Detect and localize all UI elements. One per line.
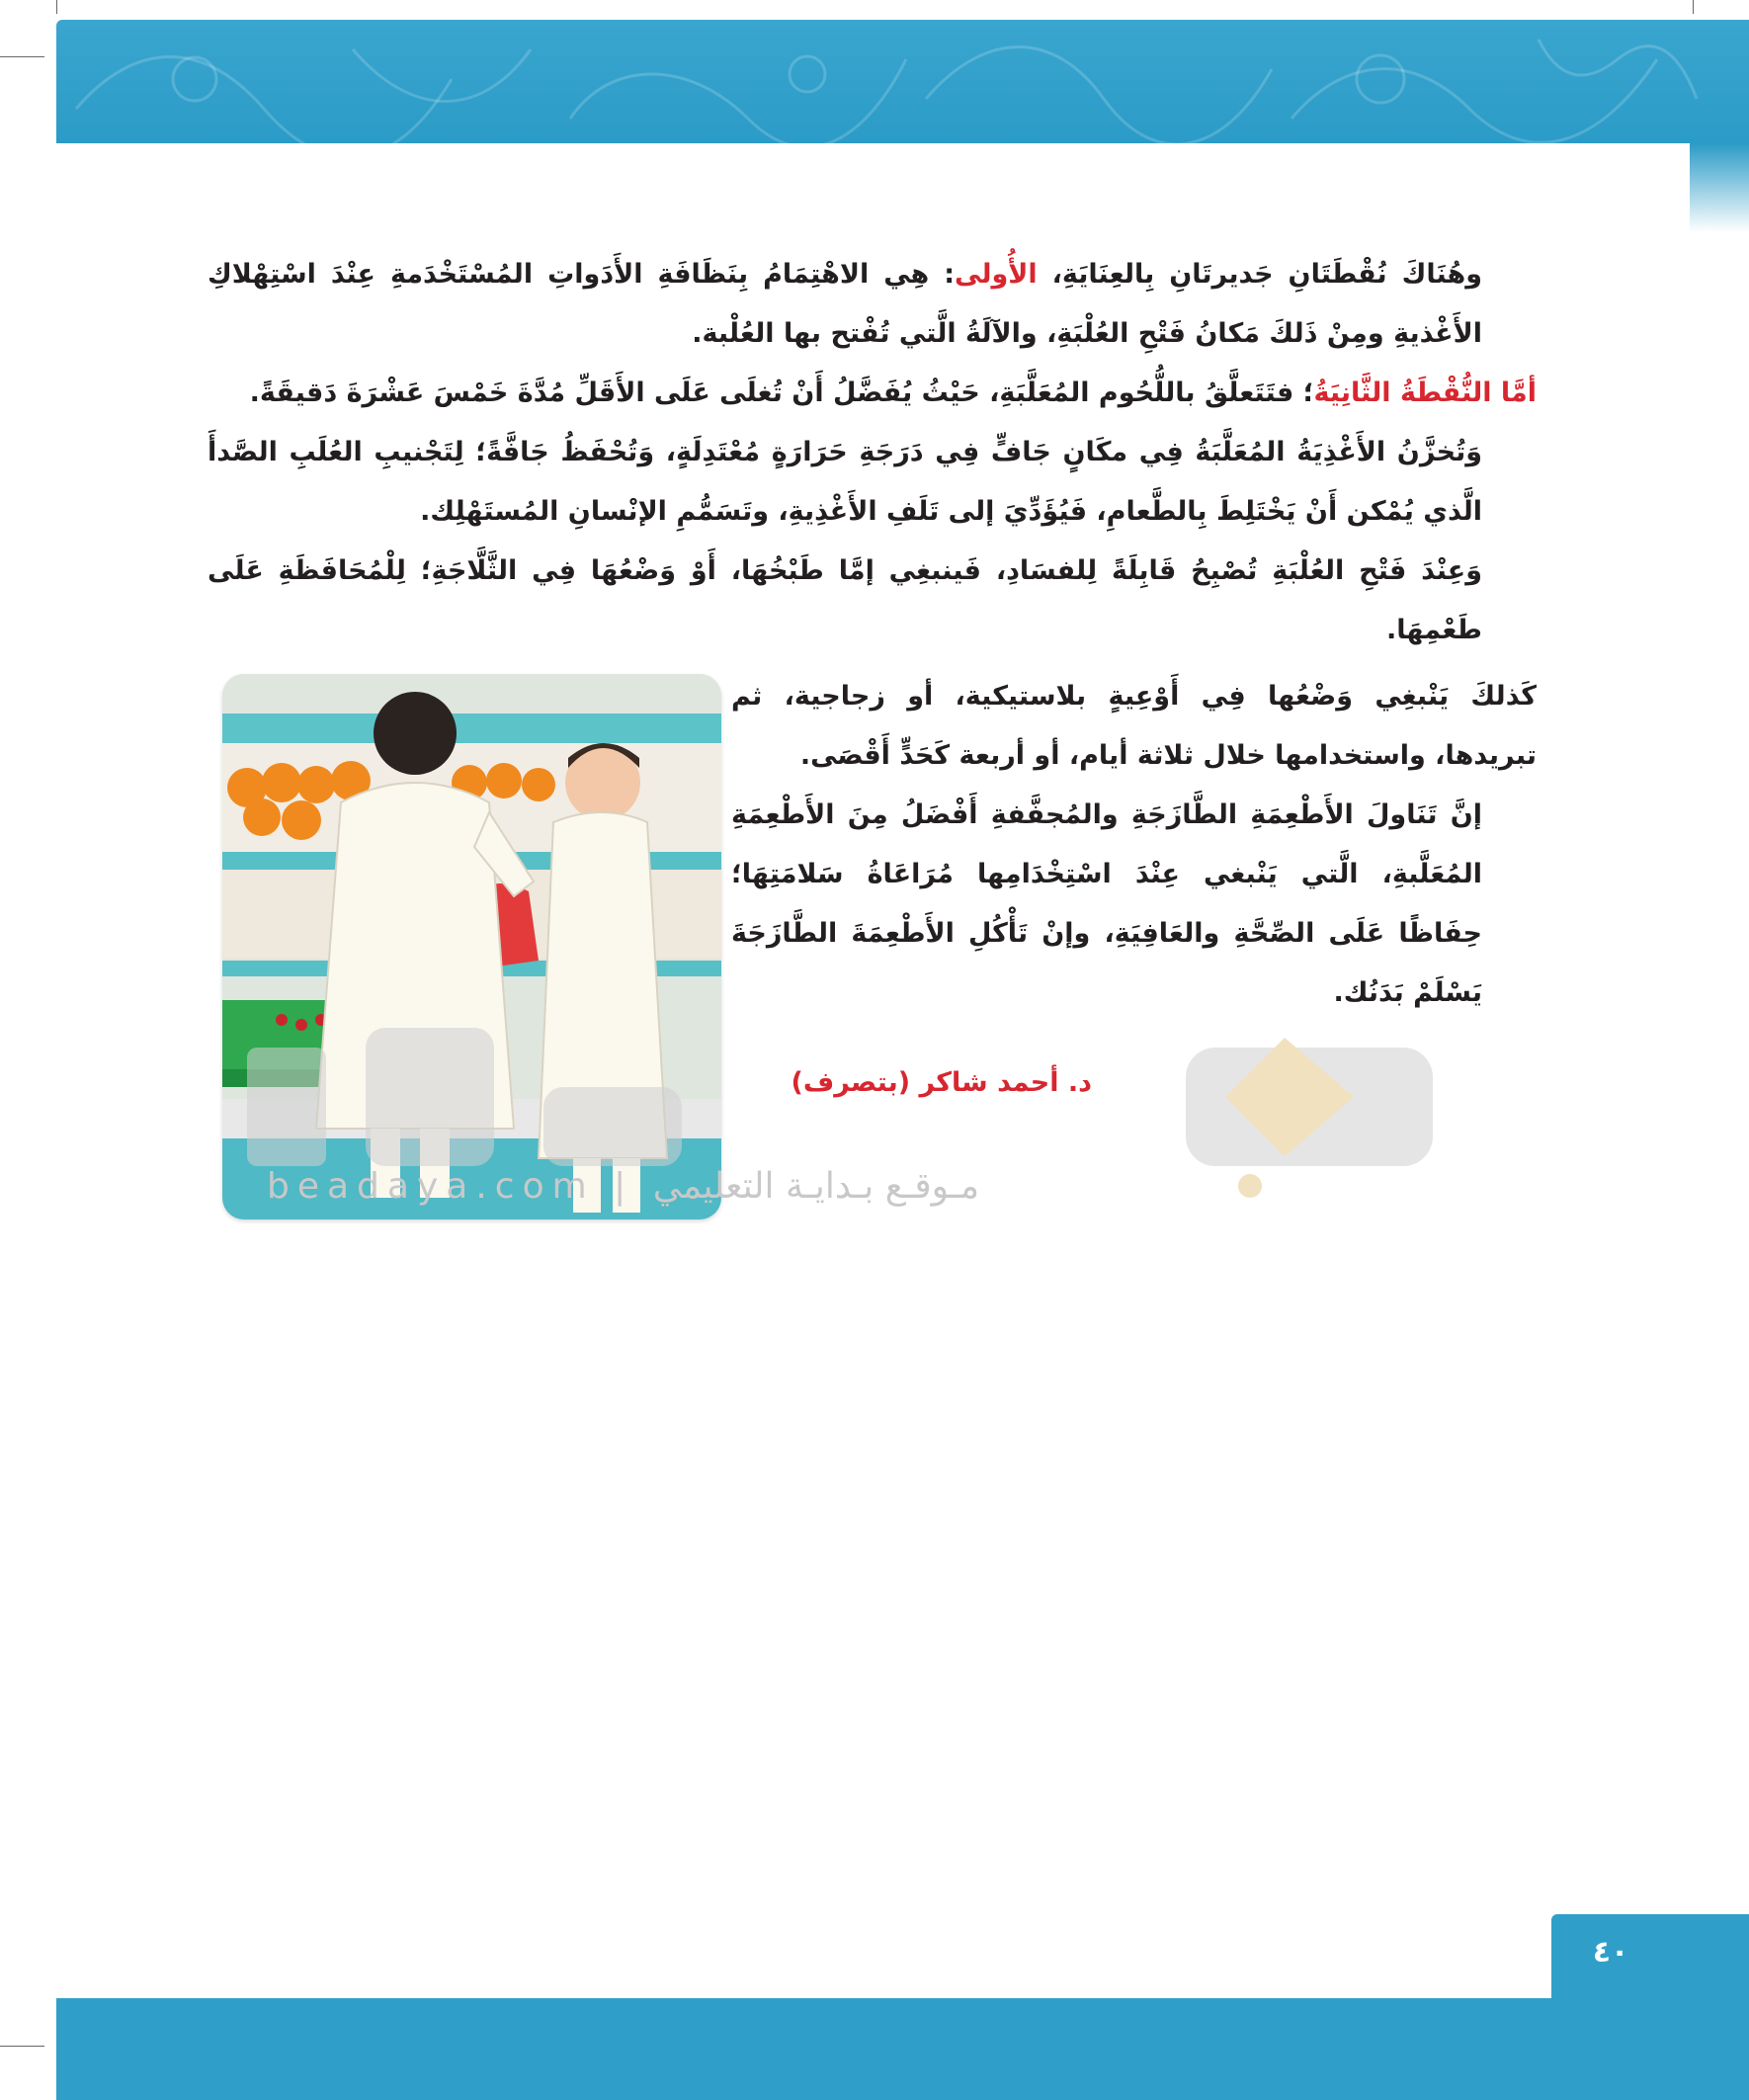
- paragraph-1-text-cont: : هِي الاهْتِمَامُ بِنَظَافَةِ الأَدَواتِ المُسْتَخْدَمةِ عِنْدَ اسْتِهْلاكِ الأَغْذيةِ ومِنْ ذَلكَ مَكانُ فَتْحِ العُلْبَةِ، والآلَةُ الَّتي تُفْتح بها العُلْبة.: [208, 259, 1482, 349]
- watermark-text: beadaya.com | مـوقـع بـدايـة التعليمي: [267, 1166, 980, 1207]
- paragraph-6: إنَّ تَنَاولَ الأَطْعِمَةِ الطَّازَجَةِ والمُجفَّفةِ أَفْضَلُ مِنَ الأَطْعِمَةِ المُعَلَّبةِ، الَّتي يَنْبغي عِنْدَ اسْتِخْدَامِها مُرَاعَاةُ سَلامَتِهَا؛ حِفَاظًا عَلَى الصِّحَّةِ والعَافِيَةِ، وإنْ تَأْكُلِ الأَطْعِمَةَ الطَّازَجَةَ يَسْلَمْ بَدَنُك.: [731, 799, 1482, 1008]
- paragraph-5: كَذلكَ يَنْبغِي وَضْعُها فِي أَوْعِيةٍ بلاستيكية، أو زجاجية، ثم تبريدها، واستخدامها خلال ثلاثة أيام، أو أربعة كَحَدٍّ أَقْصَى.: [731, 681, 1537, 771]
- paragraph-1-text: وهُنَاكَ نُقْطَتَانِ جَديرتَانِ بِالعِنَايَةِ،: [1037, 259, 1482, 290]
- paragraph-2-text: ؛ فتَتَعلَّقُ باللُّحُوم المُعَلَّبَةِ، حَيْثُ يُفَضَّلُ أَنْ تُغلَى عَلَى الأَقَلِّ مُدَّةَ خَمْسَ عَشْرَةَ دَقيقَةً.: [249, 378, 1314, 408]
- header-banner-corner: [1690, 143, 1749, 232]
- highlight-second-point: أمَّا النُّقْطَةُ الثَّانِيَةُ: [1313, 378, 1537, 408]
- crop-mark: [0, 2046, 44, 2047]
- highlight-first-point: الأُولى: [955, 259, 1038, 290]
- page-number: ٤٠: [1592, 1935, 1629, 1970]
- author-credit: د. أحمد شاكر (بتصرف): [791, 1067, 1092, 1098]
- calligraphy-pattern-icon: [56, 20, 1749, 143]
- paragraph-2: [208, 364, 1537, 423]
- paragraph-1: [208, 245, 1537, 364]
- paragraph-3: وَتُخزَّنُ الأَغْذِيَةُ المُعَلَّبَةُ فِي مكَانٍ جَافٍّ فِي دَرَجَةِ حَرَارَةٍ مُعْتَدِلَةٍ، وَتُحْفَظُ جَافَّةً؛ لِتَجْنيبِ العُلَبِ الصَّدأَ الَّذي يُمْكن أَنْ يَخْتَلِطَ بِالطَّعامِ، فَيُؤَدِّيَ إلى تَلَفِ الأَغْذِيةِ، وتَسَمُّمِ الإنْسانِ المُستَهْلِك.: [208, 437, 1482, 527]
- crop-mark: [0, 56, 44, 57]
- text-beside-photo: [731, 667, 1537, 1023]
- watermark-latin: beadaya.com: [267, 1166, 595, 1207]
- photo-two-boys-icon: [222, 674, 721, 1219]
- crop-mark: [1693, 0, 1694, 14]
- header-banner: [56, 20, 1749, 143]
- article-body: [208, 245, 1537, 660]
- crop-mark: [56, 0, 57, 14]
- grocery-photo: [222, 674, 721, 1219]
- footer-banner: [56, 1998, 1749, 2100]
- watermark-arabic: مـوقـع بـدايـة التعليمي: [652, 1166, 980, 1207]
- paragraph-4: وَعِنْدَ فَتْحِ العُلْبَةِ تُصْبِحُ قَابِلَةً لِلفسَادِ، فَينبغِي إمَّا طَبْخُهَا، أَوْ وَضْعُهَا فِي الثَّلَّاجَةِ؛ لِلْمُحَافَظَةِ عَلَى طَعْمِهَا.: [208, 555, 1482, 645]
